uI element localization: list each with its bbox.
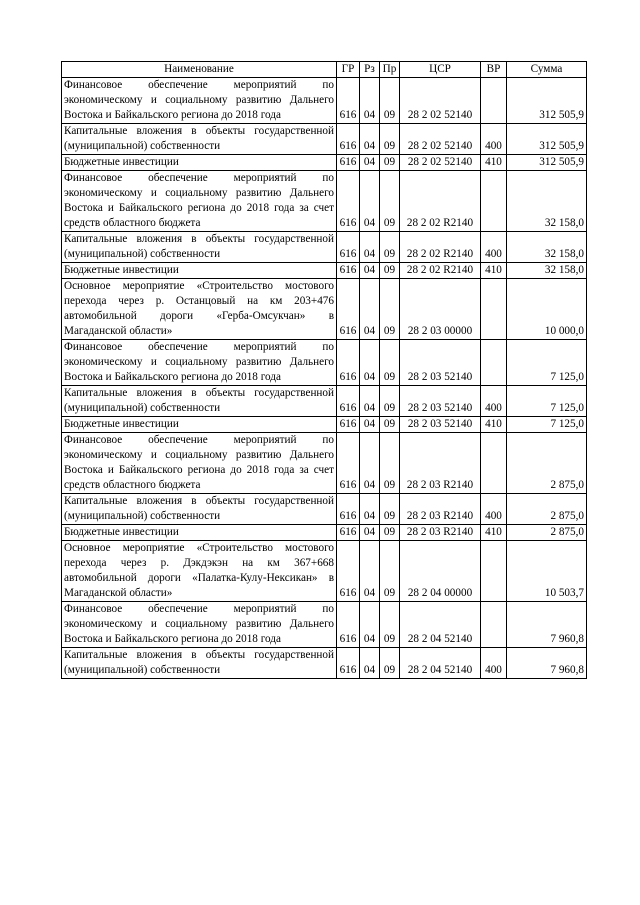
cell-rz: 04 [360, 78, 380, 124]
cell-csr: 28 2 04 52140 [400, 602, 481, 648]
cell-rz: 04 [360, 525, 380, 541]
cell-pr: 09 [380, 541, 400, 602]
cell-sum: 32 158,0 [507, 171, 587, 232]
table-row [62, 124, 587, 155]
cell-rz: 04 [360, 602, 380, 648]
table-row [62, 263, 587, 279]
cell-name: Бюджетные инвестиции [62, 525, 337, 541]
cell-name: Финансовое обеспечение мероприятий по экономическому и социальному развитию Дальнего Востока и Байкальского региона до 2018 года за счет средств областного бюджета [62, 433, 337, 494]
cell-sum: 10 503,7 [507, 541, 587, 602]
cell-csr: 28 2 02 52140 [400, 155, 481, 171]
cell-vr: 400 [481, 124, 507, 155]
cell-rz: 04 [360, 417, 380, 433]
cell-vr: 400 [481, 232, 507, 263]
cell-vr [481, 279, 507, 340]
cell-gr: 616 [337, 494, 360, 525]
budget-table [61, 61, 587, 679]
header-pr: Пр [380, 62, 400, 78]
cell-pr: 09 [380, 340, 400, 386]
cell-csr: 28 2 03 52140 [400, 340, 481, 386]
cell-gr: 616 [337, 602, 360, 648]
table-row [62, 171, 587, 232]
cell-pr: 09 [380, 648, 400, 679]
cell-rz: 04 [360, 232, 380, 263]
table-row [62, 602, 587, 648]
cell-csr: 28 2 02 R2140 [400, 263, 481, 279]
cell-gr: 616 [337, 124, 360, 155]
cell-name: Бюджетные инвестиции [62, 417, 337, 433]
cell-csr: 28 2 03 R2140 [400, 525, 481, 541]
cell-gr: 616 [337, 525, 360, 541]
cell-rz: 04 [360, 340, 380, 386]
cell-rz: 04 [360, 171, 380, 232]
cell-vr [481, 602, 507, 648]
cell-name: Капитальные вложения в объекты государственной (муниципальной) собственности [62, 232, 337, 263]
cell-vr [481, 541, 507, 602]
cell-rz: 04 [360, 124, 380, 155]
cell-rz: 04 [360, 541, 380, 602]
cell-csr: 28 2 02 R2140 [400, 171, 481, 232]
table-row [62, 340, 587, 386]
table-row [62, 541, 587, 602]
cell-gr: 616 [337, 386, 360, 417]
cell-rz: 04 [360, 263, 380, 279]
cell-pr: 09 [380, 171, 400, 232]
cell-gr: 616 [337, 171, 360, 232]
cell-vr [481, 171, 507, 232]
cell-name: Бюджетные инвестиции [62, 263, 337, 279]
cell-gr: 616 [337, 263, 360, 279]
cell-csr: 28 2 03 R2140 [400, 433, 481, 494]
cell-vr: 410 [481, 263, 507, 279]
cell-sum: 312 505,9 [507, 78, 587, 124]
cell-gr: 616 [337, 648, 360, 679]
cell-name: Капитальные вложения в объекты государственной (муниципальной) собственности [62, 648, 337, 679]
table-row [62, 279, 587, 340]
cell-pr: 09 [380, 279, 400, 340]
cell-csr: 28 2 04 52140 [400, 648, 481, 679]
cell-name: Капитальные вложения в объекты государственной (муниципальной) собственности [62, 494, 337, 525]
header-name: Наименование [62, 62, 337, 78]
cell-pr: 09 [380, 525, 400, 541]
cell-pr: 09 [380, 602, 400, 648]
cell-csr: 28 2 03 00000 [400, 279, 481, 340]
table-header [62, 62, 587, 78]
cell-sum: 7 960,8 [507, 602, 587, 648]
cell-gr: 616 [337, 433, 360, 494]
cell-vr [481, 78, 507, 124]
cell-sum: 32 158,0 [507, 232, 587, 263]
cell-csr: 28 2 02 R2140 [400, 232, 481, 263]
cell-sum: 312 505,9 [507, 124, 587, 155]
cell-vr: 400 [481, 386, 507, 417]
cell-vr: 410 [481, 525, 507, 541]
cell-vr: 400 [481, 648, 507, 679]
cell-rz: 04 [360, 279, 380, 340]
cell-csr: 28 2 02 52140 [400, 124, 481, 155]
cell-sum: 2 875,0 [507, 494, 587, 525]
cell-sum: 7 125,0 [507, 417, 587, 433]
cell-name: Финансовое обеспечение мероприятий по экономическому и социальному развитию Дальнего Востока и Байкальского региона до 2018 года за счет средств областного бюджета [62, 171, 337, 232]
cell-vr: 400 [481, 494, 507, 525]
header-csr: ЦСР [400, 62, 481, 78]
table-row [62, 155, 587, 171]
cell-pr: 09 [380, 417, 400, 433]
table-row [62, 78, 587, 124]
table-row [62, 386, 587, 417]
cell-gr: 616 [337, 232, 360, 263]
cell-sum: 7 125,0 [507, 386, 587, 417]
header-rz: Рз [360, 62, 380, 78]
cell-name: Основное мероприятие «Строительство мостового перехода через р. Останцовый на км 203+476 автомобильной дороги «Герба-Омсукчан» в Магаданской области» [62, 279, 337, 340]
cell-gr: 616 [337, 155, 360, 171]
table-row [62, 525, 587, 541]
header-gr: ГР [337, 62, 360, 78]
header-sum: Сумма [507, 62, 587, 78]
cell-name: Основное мероприятие «Строительство мостового перехода через р. Дэкдэкэн на км 367+668 автомобильной дороги «Палатка-Кулу-Нексикан» в Магаданской области» [62, 541, 337, 602]
cell-pr: 09 [380, 263, 400, 279]
cell-csr: 28 2 03 52140 [400, 386, 481, 417]
cell-pr: 09 [380, 124, 400, 155]
header-row [62, 62, 587, 78]
cell-csr: 28 2 02 52140 [400, 78, 481, 124]
cell-gr: 616 [337, 417, 360, 433]
cell-sum: 7 125,0 [507, 340, 587, 386]
cell-name: Финансовое обеспечение мероприятий по экономическому и социальному развитию Дальнего Востока и Байкальского региона до 2018 года [62, 340, 337, 386]
cell-pr: 09 [380, 155, 400, 171]
cell-sum: 7 960,8 [507, 648, 587, 679]
table-row [62, 494, 587, 525]
cell-rz: 04 [360, 386, 380, 417]
table-row [62, 433, 587, 494]
header-vr: ВР [481, 62, 507, 78]
cell-gr: 616 [337, 340, 360, 386]
cell-name: Финансовое обеспечение мероприятий по экономическому и социальному развитию Дальнего Востока и Байкальского региона до 2018 года [62, 602, 337, 648]
cell-csr: 28 2 04 00000 [400, 541, 481, 602]
cell-rz: 04 [360, 155, 380, 171]
cell-gr: 616 [337, 279, 360, 340]
table-row [62, 417, 587, 433]
cell-rz: 04 [360, 494, 380, 525]
cell-gr: 616 [337, 541, 360, 602]
cell-pr: 09 [380, 232, 400, 263]
cell-rz: 04 [360, 433, 380, 494]
cell-csr: 28 2 03 R2140 [400, 494, 481, 525]
cell-sum: 2 875,0 [507, 433, 587, 494]
table-row [62, 232, 587, 263]
cell-vr [481, 340, 507, 386]
cell-vr [481, 433, 507, 494]
cell-sum: 312 505,9 [507, 155, 587, 171]
cell-name: Капитальные вложения в объекты государственной (муниципальной) собственности [62, 124, 337, 155]
cell-name: Капитальные вложения в объекты государственной (муниципальной) собственности [62, 386, 337, 417]
cell-name: Бюджетные инвестиции [62, 155, 337, 171]
cell-pr: 09 [380, 386, 400, 417]
cell-csr: 28 2 03 52140 [400, 417, 481, 433]
cell-vr: 410 [481, 155, 507, 171]
cell-name: Финансовое обеспечение мероприятий по экономическому и социальному развитию Дальнего Востока и Байкальского региона до 2018 года [62, 78, 337, 124]
cell-pr: 09 [380, 78, 400, 124]
cell-vr: 410 [481, 417, 507, 433]
cell-sum: 10 000,0 [507, 279, 587, 340]
table-body [62, 78, 587, 679]
cell-pr: 09 [380, 494, 400, 525]
cell-sum: 2 875,0 [507, 525, 587, 541]
cell-pr: 09 [380, 433, 400, 494]
cell-sum: 32 158,0 [507, 263, 587, 279]
cell-rz: 04 [360, 648, 380, 679]
table-row [62, 648, 587, 679]
cell-gr: 616 [337, 78, 360, 124]
